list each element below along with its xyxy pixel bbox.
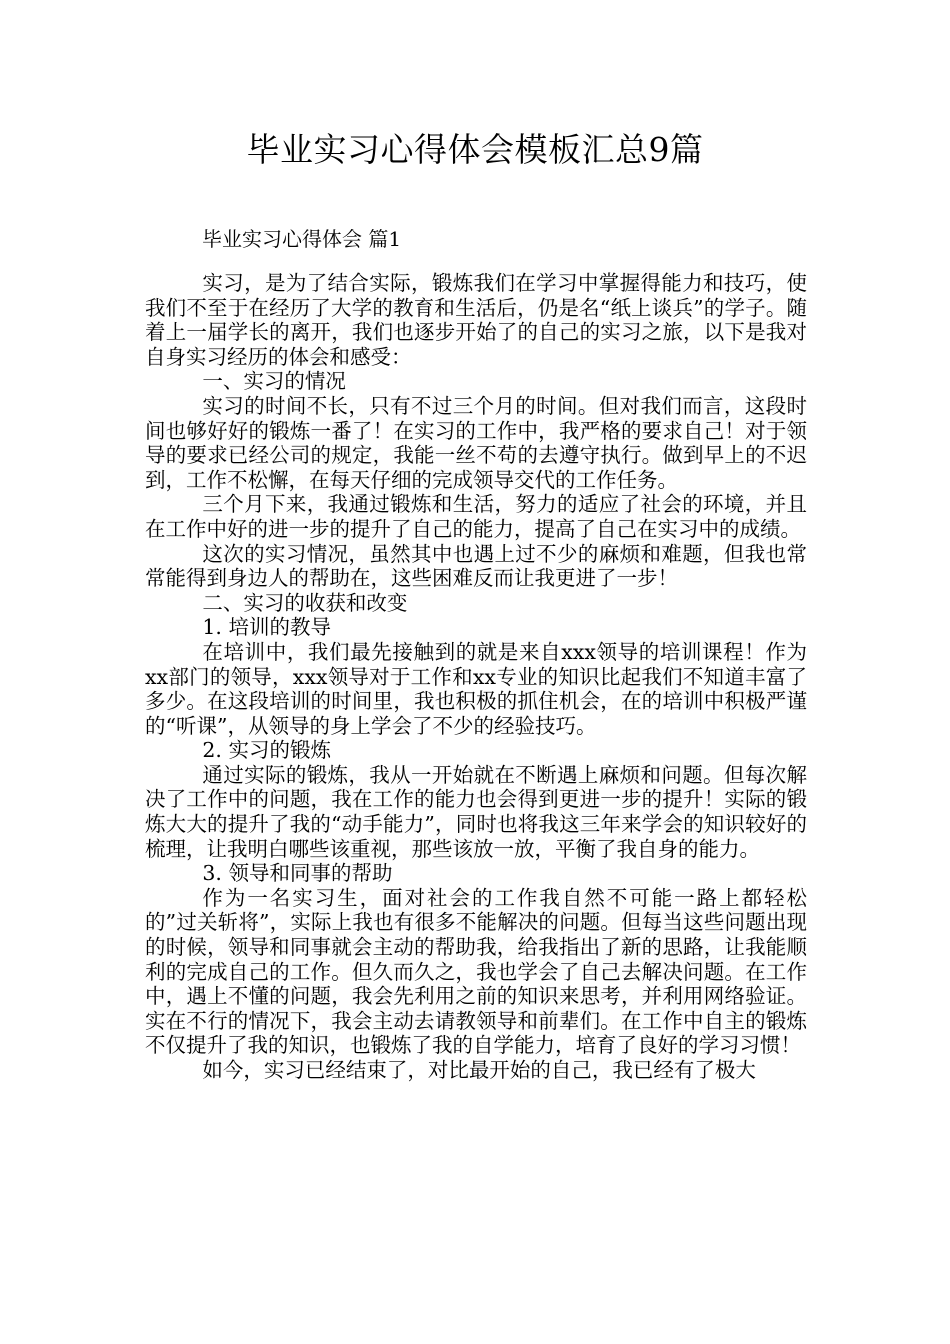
heading-internship-situation: 一、实习的情况 [202, 369, 346, 394]
subheading-training: 1. 培训的教导 [202, 615, 331, 640]
subheading-practice: 2. 实习的锻炼 [202, 738, 331, 763]
document-title: 毕业实习心得体会模板汇总9篇 [246, 130, 704, 169]
paragraph-three-months: 三个月下来，我通过锻炼和生活，努力的适应了社会的环境，并且在工作中好的进一步的提升了自己的能力，提高了自己在实习中的成绩。 [145, 492, 807, 541]
paragraph-conclusion: 如今，实习已经结束了，对比最开始的自己，我已经有了极大 [202, 1058, 756, 1082]
paragraph-difficulties: 这次的实习情况，虽然其中也遇上过不少的麻烦和难题，但我也常常能得到身边人的帮助在，这些困难反而让我更进了一步！ [145, 541, 807, 591]
paragraph-practice: 通过实际的锻炼，我从一开始就在不断遇上麻烦和问题。但每次解决了工作中的问题，我在工作的能力也会得到更进一步的提升！实际的锻炼大大的提升了我的“动手能力”，同时也将我这三年来学会的知识较好的梳理，让我明白哪些该重视，那些该放一放，平衡了我自身的能力。 [145, 762, 807, 861]
subheading-help: 3. 领导和同事的帮助 [202, 861, 393, 886]
paragraph-training: 在培训中，我们最先接触到的就是来自xxx领导的培训课程！作为xx部门的领导，xxx领导对于工作和xx专业的知识比起我们不知道丰富了多少。在这段培训的时间里，我也积极的抓住机会，在的培训中积极严谨的“听课”，从领导的身上学会了不少的经验技巧。 [145, 639, 807, 738]
paragraph-intro: 实习，是为了结合实际，锻炼我们在学习中掌握得能力和技巧，使我们不至于在经历了大学的教育和生活后，仍是名“纸上谈兵”的学子。随着上一届学长的离开，我们也逐步开始了的自己的实习之旅，以下是我对自身实习经历的体会和感受： [145, 271, 807, 369]
document-body [145, 271, 807, 1083]
section-subtitle: 毕业实习心得体会 篇1 [202, 227, 402, 251]
heading-gains-and-changes: 二、实习的收获和改变 [202, 590, 408, 615]
paragraph-internship-duration: 实习的时间不长，只有不过三个月的时间。但对我们而言，这段时间也够好好的锻炼一番了！在实习的工作中，我严格的要求自己！对于领导的要求已经公司的规定，我能一丝不苟的去遵守执行。做到早上的不迟到，工作不松懈，在每天仔细的完成领导交代的工作任务。 [145, 393, 807, 492]
paragraph-help: 作为一名实习生，面对社会的工作我自然不可能一路上都轻松的”过关斩将”，实际上我也有很多不能解决的问题。但每当这些问题出现的时候，领导和同事就会主动的帮助我，给我指出了新的思路，让我能顺利的完成自己的工作。但久而久之，我也学会了自己去解决问题。在工作中，遇上不懂的问题，我会先利用之前的知识来思考，并利用网络验证。实在不行的情况下，我会主动去请教领导和前辈们。在工作中自主的锻炼不仅提升了我的知识，也锻炼了我的自学能力，培育了良好的学习习惯！ [145, 885, 807, 1058]
